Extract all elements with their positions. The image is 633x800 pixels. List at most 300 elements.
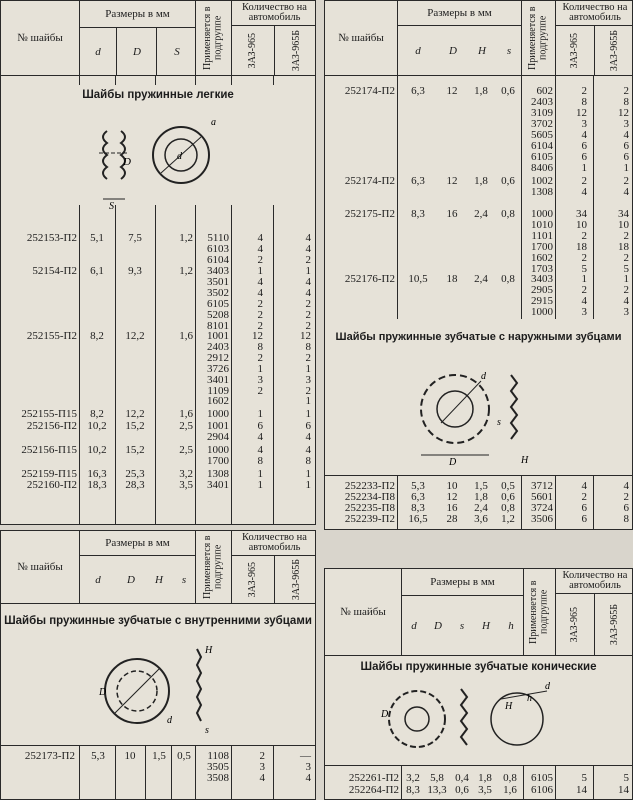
qty-car1: 4 xyxy=(257,242,263,255)
subgroup-code: 1000 xyxy=(531,306,553,318)
size-D: 16 xyxy=(446,208,458,220)
subgroup-code: 1109 xyxy=(207,384,229,397)
label-H: H xyxy=(505,701,513,712)
size-D: 18 xyxy=(446,273,458,285)
col-d: d xyxy=(415,44,421,57)
size-d: 10,5 xyxy=(408,273,428,285)
qty-car2: 4 xyxy=(623,186,629,198)
qty-car1: 8 xyxy=(581,96,587,108)
cell-H: 1,5 xyxy=(152,750,166,762)
subgroup-code: 6103 xyxy=(207,242,229,255)
label-s: s xyxy=(205,725,209,736)
inner-teeth-washer-drawing xyxy=(97,641,227,741)
qty-car1: 4 xyxy=(257,232,263,244)
qty-car1: 2 xyxy=(257,319,263,332)
subgroup-code: 5605 xyxy=(531,129,553,141)
col-H: H xyxy=(155,573,163,586)
header-sizes-label: Размеры в мм xyxy=(105,8,170,20)
qty-car2: 3 xyxy=(305,373,311,386)
subgroup-code: 2905 xyxy=(531,284,553,296)
qty-car2: 8 xyxy=(623,96,629,108)
qty-car2: 6 xyxy=(623,502,629,514)
col-S: S xyxy=(156,28,197,75)
header-quantity-label: Количество на автомобиль xyxy=(562,2,628,23)
subgroup-code: 5208 xyxy=(207,308,229,321)
size-S: 1,6 xyxy=(179,408,193,420)
size-s: 0,8 xyxy=(501,273,515,285)
header-subgroup-label: Применяется в подгруппе xyxy=(202,535,224,599)
qty-car1: 2 xyxy=(257,308,263,321)
column-rule xyxy=(195,745,196,800)
size-d: 6,3 xyxy=(411,175,425,187)
qty-car1: 3 xyxy=(581,306,587,318)
size-s: 0,4 xyxy=(455,772,469,784)
size-S: 1,2 xyxy=(179,265,193,277)
qty-car1: 4 xyxy=(259,772,265,784)
header-quantity-label: Количество на автомобиль xyxy=(242,2,307,23)
qty-car1: 8 xyxy=(257,454,263,467)
qty-car1: 1 xyxy=(257,479,263,491)
qty-car1: 2 xyxy=(581,230,587,242)
qty-car1: 2 xyxy=(257,351,263,364)
qty-car1: 1 xyxy=(581,273,587,285)
qty-car2: 34 xyxy=(618,208,629,220)
subgroup-code: 5110 xyxy=(207,232,229,244)
qty-car1: 6 xyxy=(581,140,587,152)
label-D: D xyxy=(123,156,131,168)
label-D: D xyxy=(99,687,107,698)
col-car2: ЗАЗ-965Б xyxy=(609,603,621,646)
light-washer-drawing xyxy=(93,113,223,213)
size-d: 16,3 xyxy=(87,468,107,480)
qty-car1: 2 xyxy=(257,384,263,397)
qty-car1: 1 xyxy=(257,362,263,375)
outer-teeth-washer-drawing xyxy=(411,363,541,467)
col-s: s xyxy=(459,619,465,632)
qty-car2: 2 xyxy=(305,384,311,397)
subgroup-code: 1700 xyxy=(531,241,553,253)
qty-car2: 8 xyxy=(623,513,629,525)
col-car1: ЗАЗ-965 xyxy=(246,32,258,69)
size-D: 28 xyxy=(446,513,458,525)
label-H: H xyxy=(205,645,213,656)
qty-car2: 18 xyxy=(618,241,629,253)
subgroup-code: 3505 xyxy=(207,761,229,773)
qty-car1: 4 xyxy=(257,286,263,299)
section-title-light: Шайбы пружинные легкие xyxy=(82,89,234,101)
qty-car1: 6 xyxy=(581,513,587,525)
qty-car2: 4 xyxy=(305,772,311,784)
size-d: 5,3 xyxy=(411,480,425,492)
part-number: 252233-П2 xyxy=(344,480,395,492)
size-d: 10,2 xyxy=(87,444,107,456)
header-part-label: № шайбы xyxy=(340,606,386,618)
label-d: d xyxy=(177,151,182,162)
panel-light-washers xyxy=(0,0,316,525)
qty-car2: 4 xyxy=(305,444,311,456)
header-sizes xyxy=(79,1,195,75)
part-number: 252239-П2 xyxy=(344,513,395,525)
part-number: 252261-П2 xyxy=(348,772,399,784)
qty-car1: 4 xyxy=(581,480,587,492)
label-D: D xyxy=(381,709,389,720)
subgroup-code: 1001 xyxy=(207,420,229,432)
size-h: 0,8 xyxy=(503,772,517,784)
qty-car1: 2 xyxy=(257,297,263,310)
subgroup-code: 3508 xyxy=(207,772,229,784)
subgroup-code: 1308 xyxy=(207,468,229,480)
label-d: d xyxy=(167,715,172,726)
qty-car2: 2 xyxy=(305,297,311,310)
size-d: 8,3 xyxy=(406,784,420,796)
subgroup-code: 6105 xyxy=(207,297,229,310)
size-d: 6,1 xyxy=(90,265,104,277)
part-number: 252176-П2 xyxy=(344,273,395,285)
size-H: 3,5 xyxy=(478,784,492,796)
qty-car2: 1 xyxy=(305,408,311,420)
qty-car1: 4 xyxy=(581,186,587,198)
qty-car1: 6 xyxy=(257,420,263,432)
size-S: 1,6 xyxy=(179,330,193,342)
qty-car2: 1 xyxy=(305,362,311,375)
part-number: 252160-П2 xyxy=(26,479,77,491)
qty-car2: 2 xyxy=(305,253,311,266)
subgroup-code: 5601 xyxy=(531,491,553,503)
subgroup-code: 1703 xyxy=(531,263,553,275)
subgroup-code: 1000 xyxy=(207,444,229,456)
size-D: 25,3 xyxy=(125,468,145,480)
cell-no: 252173-П2 xyxy=(24,750,75,762)
section-title-outer: Шайбы пружинные зубчатые с наружными зубцами xyxy=(335,331,622,343)
qty-car2: 2 xyxy=(305,319,311,332)
qty-car2: 14 xyxy=(618,784,629,796)
subgroup-code: 2403 xyxy=(531,96,553,108)
size-s: 0,5 xyxy=(501,480,515,492)
qty-car1: 14 xyxy=(576,784,587,796)
col-D: D xyxy=(434,619,442,632)
subgroup-code: 3712 xyxy=(531,480,553,492)
qty-car1: 3 xyxy=(259,761,265,773)
size-d: 6,3 xyxy=(411,85,425,97)
subgroup-code: 6104 xyxy=(207,253,229,266)
size-d: 10,2 xyxy=(87,420,107,432)
size-d: 5,1 xyxy=(90,232,104,244)
label-s: S xyxy=(109,201,114,212)
header-subgroup-label: Применяется в подгруппе xyxy=(202,6,224,70)
qty-car1: 4 xyxy=(257,275,263,288)
subgroup-code: 3401 xyxy=(207,479,229,491)
qty-car2: 6 xyxy=(623,140,629,152)
subgroup-code: 3501 xyxy=(207,275,229,288)
qty-car2: 6 xyxy=(623,151,629,163)
cell-D: 10 xyxy=(124,750,136,762)
subgroup-code: 3109 xyxy=(531,107,553,119)
size-D: 15,2 xyxy=(125,444,145,456)
qty-car1: 12 xyxy=(252,330,263,342)
subgroup-code: 3403 xyxy=(207,265,229,277)
cell-d: 5,3 xyxy=(91,750,105,762)
part-number: 252155-П15 xyxy=(21,408,77,420)
subgroup-code: 2904 xyxy=(207,430,229,443)
size-h: 1,6 xyxy=(503,784,517,796)
size-d: 8,3 xyxy=(411,208,425,220)
subgroup-code: 1010 xyxy=(531,219,553,231)
qty-car2: 4 xyxy=(305,232,311,244)
label-d: d xyxy=(545,681,550,692)
qty-car1: 34 xyxy=(576,208,587,220)
size-D: 12 xyxy=(446,175,458,187)
qty-car1: 4 xyxy=(257,444,263,456)
header-part-label: № шайбы xyxy=(338,32,384,44)
subgroup-code: 1700 xyxy=(207,454,229,467)
qty-car2: 2 xyxy=(305,308,311,321)
qty-car2: 4 xyxy=(623,129,629,141)
subgroup-code: 3506 xyxy=(531,513,553,525)
subgroup-code: 1108 xyxy=(207,750,229,762)
size-s: 0,6 xyxy=(501,175,515,187)
conic-washer-drawing xyxy=(377,679,557,759)
header-quantity-label: Количество на автомобиль xyxy=(562,570,628,591)
part-number: 252174-П2 xyxy=(344,85,395,97)
size-s: 0,6 xyxy=(501,85,515,97)
qty-car2: 8 xyxy=(305,454,311,467)
header-quantity xyxy=(231,1,316,75)
qty-car1: 18 xyxy=(576,241,587,253)
col-car2: ЗАЗ-965Б xyxy=(290,29,302,72)
column-rule xyxy=(273,745,274,800)
qty-car1: 1 xyxy=(257,265,263,277)
qty-car1: 4 xyxy=(581,295,587,307)
qty-car1: 6 xyxy=(581,151,587,163)
qty-car2: 1 xyxy=(305,395,311,408)
size-d: 18,3 xyxy=(87,479,107,491)
label-a: a xyxy=(211,117,216,128)
col-d: d xyxy=(95,573,101,586)
subgroup-code: 6104 xyxy=(531,140,553,152)
subgroup-code: 2915 xyxy=(531,295,553,307)
header-sizes-label: Размеры в мм xyxy=(105,537,170,549)
label-H: H xyxy=(521,455,529,466)
subgroup-code: 3401 xyxy=(207,373,229,386)
label-h: h xyxy=(527,693,532,704)
qty-car2: 4 xyxy=(623,295,629,307)
cell-s: 0,5 xyxy=(177,750,191,762)
col-car1: ЗАЗ-965 xyxy=(246,561,258,598)
qty-car2: 3 xyxy=(623,306,629,318)
subgroup-code: 2403 xyxy=(207,340,229,353)
size-D: 12,2 xyxy=(125,408,145,420)
qty-car1: 8 xyxy=(257,340,263,353)
header-part-label: № шайбы xyxy=(17,561,63,573)
qty-car2: 4 xyxy=(305,286,311,299)
qty-car2: 3 xyxy=(623,118,629,130)
table-header xyxy=(1,1,315,76)
size-D: 7,5 xyxy=(128,232,142,244)
qty-car1: 2 xyxy=(581,284,587,296)
size-s: 1,2 xyxy=(501,513,515,525)
column-rule xyxy=(145,745,146,800)
size-s: 0,8 xyxy=(501,208,515,220)
qty-car2: 10 xyxy=(618,219,629,231)
part-number: 252264-П2 xyxy=(348,784,399,796)
col-D: D xyxy=(449,44,457,57)
size-D: 28,3 xyxy=(125,479,145,491)
subgroup-code: 1602 xyxy=(207,395,229,408)
column-rule xyxy=(231,745,232,800)
qty-car2: 2 xyxy=(623,252,629,264)
qty-car2: 8 xyxy=(305,340,311,353)
header-subgroup-label: Применяется в подгруппе xyxy=(528,580,550,644)
col-D: D xyxy=(116,28,157,75)
qty-car1: 10 xyxy=(576,219,587,231)
subgroup-code: 6105 xyxy=(531,151,553,163)
part-number: 52154-П2 xyxy=(32,265,77,277)
size-H: 3,6 xyxy=(474,513,488,525)
subgroup-code: 602 xyxy=(536,85,553,97)
qty-car2: 5 xyxy=(623,263,629,275)
table-header-right xyxy=(325,1,632,76)
col-h: h xyxy=(508,619,514,632)
qty-car2: — xyxy=(300,750,311,762)
size-D: 12,2 xyxy=(125,330,145,342)
qty-car1: 2 xyxy=(581,175,587,187)
subgroup-code: 2912 xyxy=(207,351,229,364)
col-H: H xyxy=(478,44,486,57)
qty-car1: 2 xyxy=(581,252,587,264)
label-D: D xyxy=(449,457,457,467)
section-title-inner: Шайбы пружинные зубчатые с внутренними зубцами xyxy=(4,615,312,627)
part-number: 252156-П15 xyxy=(21,444,77,456)
qty-car2: 2 xyxy=(623,230,629,242)
size-H: 2,4 xyxy=(474,502,488,514)
part-number: 252174-П2 xyxy=(344,175,395,187)
col-car2: ЗАЗ-965Б xyxy=(290,558,302,601)
size-H: 2,4 xyxy=(474,273,488,285)
qty-car1: 1 xyxy=(581,162,587,174)
qty-car2: 4 xyxy=(305,430,311,443)
header-quantity-label: Количество на автомобиль xyxy=(242,532,307,553)
size-d: 3,2 xyxy=(406,772,420,784)
part-number: 252235-П8 xyxy=(344,502,395,514)
qty-car1: 3 xyxy=(257,373,263,386)
subgroup-code: 1001 xyxy=(207,330,229,342)
size-d: 8,2 xyxy=(90,408,104,420)
subgroup-code: 3726 xyxy=(207,362,229,375)
size-s: 0,8 xyxy=(501,502,515,514)
part-number: 252234-П8 xyxy=(344,491,395,503)
qty-car2: 4 xyxy=(623,480,629,492)
subgroup-code: 3724 xyxy=(531,502,553,514)
panel-outer-teeth xyxy=(324,0,633,530)
header-part xyxy=(1,1,79,75)
size-d: 8,3 xyxy=(411,502,425,514)
size-H: 1,8 xyxy=(478,772,492,784)
subgroup-code: 3502 xyxy=(207,286,229,299)
qty-car1: 5 xyxy=(581,772,587,784)
col-car1: ЗАЗ-965 xyxy=(568,606,580,643)
size-H: 1,8 xyxy=(474,175,488,187)
subgroup-code: 3702 xyxy=(531,118,553,130)
qty-car1: 4 xyxy=(257,430,263,443)
qty-car1: 4 xyxy=(581,129,587,141)
qty-car1: 3 xyxy=(581,118,587,130)
qty-car2: 2 xyxy=(623,175,629,187)
qty-car2: 4 xyxy=(305,242,311,255)
qty-car2: 12 xyxy=(618,107,629,119)
header-sizes-label: Размеры в мм xyxy=(430,576,495,588)
qty-car2: 2 xyxy=(305,351,311,364)
subgroup-code: 1000 xyxy=(207,408,229,420)
col-car2: ЗАЗ-965Б xyxy=(609,29,621,72)
label-d: d xyxy=(481,371,486,382)
col-d: d xyxy=(411,619,417,632)
qty-car2: 1 xyxy=(305,265,311,277)
size-s: 0,6 xyxy=(501,491,515,503)
size-S: 2,5 xyxy=(179,444,193,456)
size-D: 15,2 xyxy=(125,420,145,432)
qty-car2: 1 xyxy=(623,162,629,174)
header-part-label: № шайбы xyxy=(17,32,63,44)
part-number: 252175-П2 xyxy=(344,208,395,220)
size-D: 9,3 xyxy=(128,265,142,277)
header-subgroup-label: Применяется в подгруппе xyxy=(527,6,549,70)
size-D: 16 xyxy=(446,502,458,514)
col-d: d xyxy=(95,45,101,58)
qty-car1: 5 xyxy=(581,263,587,275)
size-H: 1,5 xyxy=(474,480,488,492)
part-number: 252155-П2 xyxy=(26,330,77,342)
subgroup-code: 6105 xyxy=(531,772,553,784)
subgroup-code: 3403 xyxy=(531,273,553,285)
subgroup-code: 6106 xyxy=(531,784,553,796)
qty-car2: 12 xyxy=(300,330,311,342)
size-H: 2,4 xyxy=(474,208,488,220)
qty-car2: 1 xyxy=(305,479,311,491)
size-D: 5,8 xyxy=(430,772,444,784)
col-s: s xyxy=(181,573,187,586)
col-car1: ЗАЗ-965 xyxy=(568,32,580,69)
subgroup-code: 1101 xyxy=(531,230,553,242)
size-d: 16,5 xyxy=(408,513,428,525)
size-H: 1,8 xyxy=(474,85,488,97)
part-number: 252153-П2 xyxy=(26,232,77,244)
panel-inner-teeth xyxy=(0,530,316,800)
qty-car1: 1 xyxy=(257,468,263,480)
part-number: 252156-П2 xyxy=(26,420,77,432)
qty-car2: 2 xyxy=(623,85,629,97)
subgroup-code: 1602 xyxy=(531,252,553,264)
header-subgroup xyxy=(195,1,231,75)
table-header-inner xyxy=(1,531,315,604)
size-d: 6,3 xyxy=(411,491,425,503)
size-S: 1,2 xyxy=(179,232,193,244)
size-s: 0,6 xyxy=(455,784,469,796)
qty-car1: 2 xyxy=(259,750,265,762)
qty-car2: 2 xyxy=(623,491,629,503)
section-title-conic: Шайбы пружинные зубчатые конические xyxy=(360,661,597,673)
qty-car2: 2 xyxy=(623,284,629,296)
subgroup-code: 1000 xyxy=(531,208,553,220)
size-D: 13,3 xyxy=(427,784,447,796)
qty-car1: 6 xyxy=(581,502,587,514)
col-D: D xyxy=(127,573,135,586)
qty-car1: 2 xyxy=(257,253,263,266)
part-number: 252159-П15 xyxy=(21,468,77,480)
header-sizes-label: Размеры в мм xyxy=(427,7,492,19)
size-d: 8,2 xyxy=(90,330,104,342)
qty-car2: 1 xyxy=(623,273,629,285)
size-S: 2,5 xyxy=(179,420,193,432)
